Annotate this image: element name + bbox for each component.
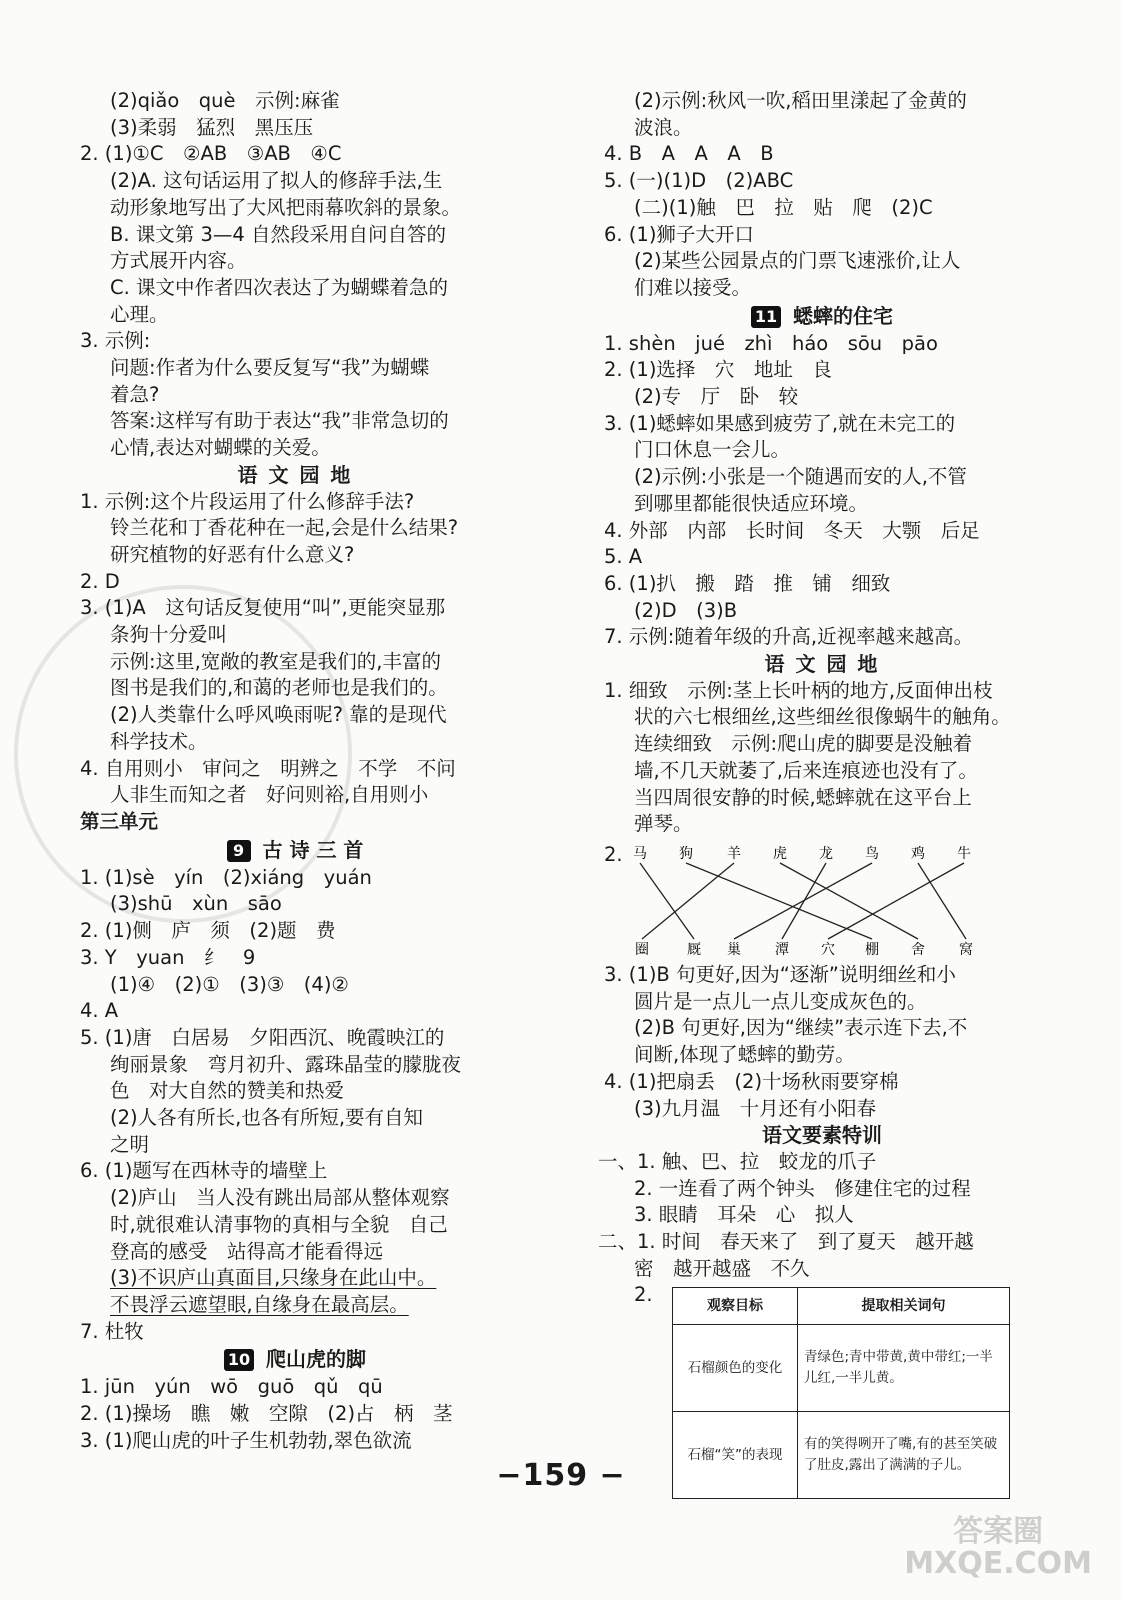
answer-line: (2)庐山 当人没有跳出局部从整体观察 (110, 1186, 450, 1210)
answer-line: (二)(1)触 巴 拉 贴 爬 (2)C (634, 195, 933, 219)
match-line (640, 863, 694, 939)
answer-line: 5. (1)唐 白居易 夕阳西沉、晚霞映江的 (80, 1025, 445, 1049)
match-line (686, 863, 872, 939)
answer-line: 条狗十分爱叫 (110, 623, 228, 647)
answer-line: (2)A. 这句话运用了拟人的修辞手法,生 (110, 169, 443, 193)
unit-heading: 第三单元 (80, 809, 159, 833)
answer-line: 弹琴。 (634, 812, 693, 836)
answer-line: 4. B A A A B (604, 142, 774, 166)
matching-lines-svg (604, 842, 1040, 960)
answer-line: 2. 一连看了两个钟头 修建住宅的过程 (634, 1176, 971, 1200)
answer-line: 4. 外部 内部 长时间 冬天 大颚 后足 (604, 518, 980, 542)
answer-line: 示例:这里,宽敞的教室是我们的,丰富的 (110, 649, 441, 673)
answer-line: 状的六七根细丝,这些细丝很像蜗牛的触角。 (634, 705, 1011, 729)
answer-line: 2. (634, 1283, 653, 1307)
answer-line: (1)④ (2)① (3)③ (4)② (110, 972, 349, 996)
answer-line: 1. (1)sè yín (2)xiáng yuán (80, 865, 372, 889)
answer-line: 3. (1)爬山虎的叶子生机勃勃,翠色欲流 (80, 1428, 412, 1452)
answer-line: 着急? (110, 382, 160, 406)
answer-line: 绚丽景象 弯月初升、露珠晶莹的朦胧夜 (110, 1052, 462, 1076)
match-line (918, 863, 966, 939)
match-bottom-word: 舍 (911, 941, 925, 958)
answer-line: B. 课文第 3—4 自然段采用自问自答的 (110, 222, 446, 246)
match-bottom-word: 棚 (865, 941, 879, 958)
answer-line: 2. (1)操场 瞧 嫩 空隙 (2)占 柄 茎 (80, 1402, 453, 1426)
answer-line: 研究植物的好恶有什么意义? (110, 542, 355, 566)
answer-line: (2)人各有所长,也各有所短,要有自知 (110, 1106, 424, 1130)
match-top-word: 狗 (679, 845, 693, 862)
lesson-number-badge: 10 (224, 1349, 254, 1371)
match-top-word: 马 (633, 845, 647, 862)
answer-line: (2)qiǎo què 示例:麻雀 (110, 89, 340, 112)
answer-line: 3. 眼睛 耳朵 心 拟人 (634, 1203, 854, 1227)
answer-line: (2)B 句更好,因为“继续”表示连下去,不 (634, 1016, 968, 1040)
answer-line: (3)shū xùn sāo (110, 892, 282, 916)
matching-diagram (604, 842, 1040, 960)
answer-line: 墙,不几天就萎了,后来连痕迹也没有了。 (634, 758, 978, 782)
answer-line: 1. jūn yún wō guō qǔ qū (80, 1375, 383, 1399)
answer-line: 当四周很安静的时候,蟋蟀就在这平台上 (634, 785, 972, 809)
lesson-number-badge: 11 (751, 306, 781, 328)
answer-line: 门口休息一会儿。 (634, 438, 791, 462)
answer-line: 登高的感受 站得高才能看得远 (110, 1239, 384, 1263)
answer-line: 科学技术。 (110, 729, 208, 753)
site-watermark: 答案圈 MXQE.COM (904, 1514, 1092, 1581)
table-cell: 石榴“笑”的表现 (673, 1412, 798, 1499)
answer-line: 6. (1)狮子大开口 (604, 222, 754, 246)
answer-line: 答案:这样写有助于表达“我”非常急切的 (110, 409, 449, 433)
section-heading-special: 语文要素特训 (762, 1123, 882, 1148)
match-bottom-word: 圈 (635, 941, 649, 958)
answer-line: 间断,体现了蟋蟀的勤劳。 (634, 1043, 855, 1067)
match-top-word: 羊 (727, 845, 741, 862)
answer-line: 3. (1)蟋蟀如果感到疲劳了,就在未完工的 (604, 411, 956, 435)
lesson-title: 古 诗 三 首 (262, 837, 364, 862)
lesson-heading-10 (80, 1345, 510, 1374)
answer-line: 方式展开内容。 (110, 249, 247, 273)
lesson-heading-9 (80, 836, 510, 865)
answer-line: 7. 杜牧 (80, 1319, 144, 1343)
answer-line: 图书是我们的,和蔼的老师也是我们的。 (110, 676, 448, 700)
answer-line: 1. shèn jué zhì háo sōu pāo (604, 331, 938, 355)
match-top-word: 虎 (773, 845, 787, 862)
answer-line: 到哪里都能很快适应环境。 (634, 491, 869, 515)
answer-line: (3)柔弱 猛烈 黑压压 (110, 115, 314, 139)
answer-line: 人非生而知之者 好问则裕,自用则小 (110, 783, 429, 807)
table-cell: 有的笑得咧开了嘴,有的甚至笑破了肚皮,露出了满满的子儿。 (798, 1412, 1010, 1499)
answer-line: 4. A (80, 999, 119, 1023)
match-bottom-word: 潭 (775, 941, 789, 958)
answer-line: 们难以接受。 (634, 275, 752, 299)
answer-line: 连续细致 示例:爬山虎的脚要是没触着 (634, 732, 973, 756)
table-cell: 石榴颜色的变化 (673, 1325, 798, 1412)
answer-line: (2)示例:小张是一个随遇而安的人,不管 (634, 465, 967, 489)
answer-line: 之明 (110, 1132, 150, 1156)
match-top-word: 鸡 (911, 845, 925, 862)
answer-line: 5. A (604, 545, 643, 569)
lesson-title: 爬山虎的脚 (266, 1347, 366, 1372)
answer-line: 2. D (80, 569, 120, 593)
table-row (673, 1325, 1010, 1412)
answer-line: 3. 示例: (80, 329, 151, 353)
answer-line-underlined: (3)不识庐山真面目,只缘身在此山中。 (110, 1266, 437, 1290)
answer-line: 圆片是一点儿一点儿变成灰色的。 (634, 989, 927, 1013)
answer-line: 7. 示例:随着年级的升高,近视率越来越高。 (604, 625, 974, 649)
answer-line: 一、1. 触、巴、拉 蛟龙的爪子 (598, 1149, 877, 1173)
right-column (598, 88, 1040, 1499)
match-bottom-word: 巢 (727, 941, 741, 958)
match-top-word: 鸟 (865, 845, 879, 862)
answer-line: 铃兰花和丁香花种在一起,会是什么结果? (110, 516, 459, 540)
answer-line: 问题:作者为什么要反复写“我”为蝴蝶 (110, 356, 430, 380)
answer-line: (2)人类靠什么呼风唤雨呢? 靠的是现代 (110, 703, 447, 727)
answer-line: 1. 细致 示例:茎上长叶柄的地方,反面伸出枝 (604, 678, 993, 702)
answer-line: 4. 自用则小 审问之 明辨之 不学 不问 (80, 756, 456, 780)
match-bottom-word: 厩 (687, 941, 701, 958)
answer-line: 5. (一)(1)D (2)ABC (604, 169, 794, 193)
answer-line: 3. (1)B 句更好,因为“逐渐”说明细丝和小 (604, 962, 956, 986)
question-number: 2. (604, 842, 623, 866)
answer-line: 3. (1)A 这句话反复使用“叫”,更能突显那 (80, 596, 446, 620)
match-line (734, 863, 872, 939)
lesson-heading-11 (604, 302, 1040, 331)
match-line (642, 863, 734, 939)
answer-line: 6. (1)扒 搬 踏 推 铺 细致 (604, 571, 891, 595)
answer-line: 3. Y yuan 纟 9 (80, 945, 256, 969)
answer-line: 波浪。 (634, 115, 693, 139)
answer-line: 心情,表达对蝴蝶的关爱。 (110, 436, 331, 460)
answer-line: 色 对大自然的赞美和热爱 (110, 1079, 345, 1103)
answer-line: 2. (1)选择 穴 地址 良 (604, 358, 832, 382)
answer-line: 2. (1)①C ②AB ③AB ④C (80, 142, 342, 166)
table-header: 提取相关词句 (798, 1288, 1010, 1325)
answer-line: 时,就很难认清事物的真相与全貌 自己 (110, 1212, 448, 1236)
answer-line: 1. 示例:这个片段运用了什么修辞手法? (80, 489, 415, 513)
left-column (80, 88, 510, 1454)
answer-line: (3)九月温 十月还有小阳春 (634, 1096, 877, 1120)
answer-line: 密 越开越盛 不久 (634, 1256, 810, 1280)
section-heading-garden: 语 文 园 地 (764, 652, 880, 677)
match-top-word: 龙 (819, 845, 833, 862)
section-heading-garden: 语 文 园 地 (237, 462, 353, 487)
answer-line: (2)某些公园景点的门票飞速涨价,让人 (634, 249, 961, 273)
answer-line: 心理。 (110, 302, 169, 326)
answer-line: (2)专 厅 卧 较 (634, 385, 799, 409)
answer-line: 二、1. 时间 春天来了 到了夏天 越开越 (598, 1230, 974, 1254)
answer-line: (2)D (3)B (634, 598, 738, 622)
match-bottom-word: 窝 (959, 941, 973, 958)
answer-line: 6. (1)题写在西林寺的墙壁上 (80, 1159, 328, 1183)
match-top-word: 牛 (957, 845, 971, 862)
answer-line: C. 课文中作者四次表达了为蝴蝶着急的 (110, 275, 449, 299)
answer-line: 4. (1)把扇丢 (2)十场秋雨要穿棉 (604, 1069, 899, 1093)
table-header: 观察目标 (673, 1288, 798, 1325)
lesson-title: 蟋蟀的住宅 (793, 303, 893, 328)
lesson-number-badge: 9 (227, 840, 251, 862)
match-bottom-word: 穴 (821, 941, 835, 958)
page-number: −159 − (496, 1458, 626, 1493)
answer-line: 动形象地写出了大风把雨幕吹斜的景象。 (110, 195, 462, 219)
answer-line: (2)示例:秋风一吹,稻田里漾起了金黄的 (634, 89, 967, 112)
answer-line-underlined: 不畏浮云遮望眼,自缘身在最高层。 (110, 1292, 409, 1316)
table-cell: 青绿色;青中带黄,黄中带红;一半儿红,一半儿黄。 (798, 1325, 1010, 1412)
answer-line: 2. (1)侧 庐 须 (2)题 费 (80, 919, 336, 943)
